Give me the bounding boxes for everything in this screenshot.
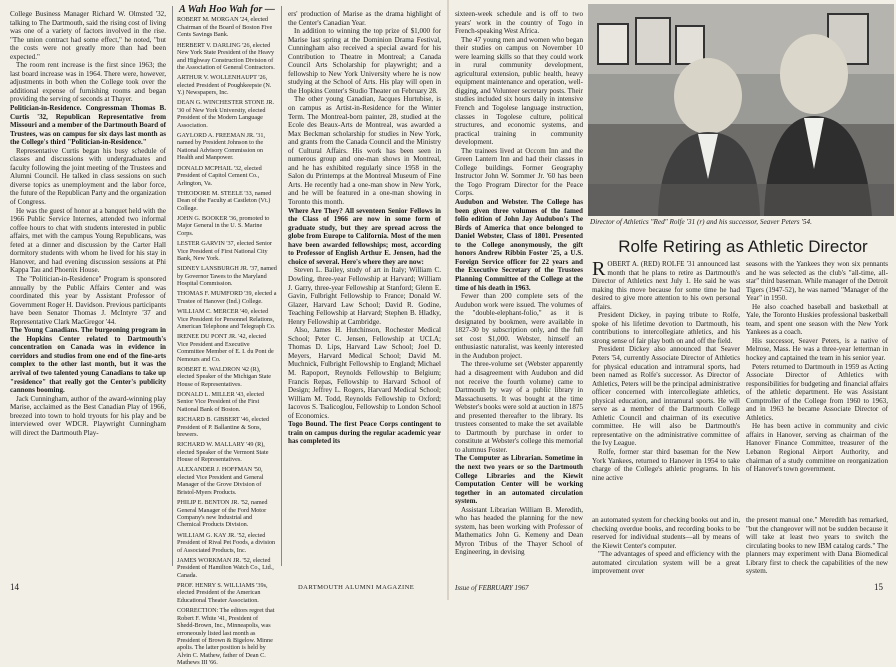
section-paragraph-togo-bound: Togo Bound. The first Peace Corps contingent to train on campus during the regular academic year has completed its bbox=[288, 420, 441, 446]
box-entry: PHILIP E. BENTON JR. '52, named General Manager of the Ford Motor Company's new Industrial and Chemical Products Division. bbox=[177, 499, 268, 529]
photo-illustration bbox=[588, 4, 894, 216]
paragraph: The "Politician-in-Residence" Program is sponsored annually by the Public Affairs Center and was coordinated this year by Assistant Professor of Government Roger H. Davidson. Previous participants have been Senator Thomas J. McIntyre '37 and Representative Clark MacGregor '44. bbox=[10, 274, 166, 326]
box-entry: JAMES WORKMAN JR. '52, elected President of Hamilton Watch Co., Ltd., Canada. bbox=[177, 556, 274, 579]
page-gutter bbox=[447, 0, 449, 600]
box-entry: ALEXANDER J. HOFFMAN '50, elected Vice President and General Manager of the Grove Division of Bristol-Myers Products. bbox=[177, 466, 264, 496]
box-entry: LESTER GARVIN '37, elected Senior Vice President of First National City Bank, New York. bbox=[177, 240, 272, 262]
footer-issue: Issue of FEBRUARY 1967 bbox=[455, 584, 529, 592]
box-entry: GAYLORD A. FREEMAN JR. '31, named by President Johnson to the National Advisory Commission on Health and Manpower. bbox=[177, 131, 266, 162]
wah-hoo-wah-box bbox=[172, 4, 282, 667]
section-paragraph-computer: The Computer as Librarian. Sometime in the next two years or so the Dartmouth College Libraries and the Kiewit Computation Center will be working together in an automated circulation system. bbox=[455, 454, 583, 506]
paragraph: President Dickey also announced that Seaver Peters '54, currently Associate Director of Athletics for physical education and intramural sports, had been named as Rolfe's successor. As Director of Athletics, Peters will be the principal administrative officer concerned with intercollegiate athletics, physical education, and intramural sports. He will serve as a member of the Dartmouth College Athletic Council and chairman of its executive committee. He will also be Dartmouth's representative on the administrative committee of the Ivy League. bbox=[592, 345, 740, 448]
paragraph: sixteen-week schedule and is off to two years' work in the country of Togo in French-speaking West Africa. bbox=[455, 10, 583, 36]
box-entry: JOHN G. BOOKER '36, promoted to Major General in the U. S. Marine Corps. bbox=[177, 214, 270, 237]
paragraph: He has been active in community and civic affairs in Hanover, serving as chairman of the Hanover Finance Committee, treasurer of the Lebanon Regional Airport Authority, and chairman of a study committee on reorganization of Hanover's town government. bbox=[746, 422, 888, 474]
paragraph: Steven L. Bailey, study of art in Italy; William C. Dowling, three-year Fellowship at Harvard; William J. Garry, three-year Fellowship at Stanford; Glenn E. Gavin, Fulbright Fellowship to France; Donald W. Glazer, Harvard Law School; David R. Godine, Teaching Fellowship at Harvard; Stephen B. Hladky, Henry Fellowship at Cambridge. bbox=[288, 266, 441, 326]
paragraph: Assistant Librarian William B. Meredith, who has headed the planning for the new system, has been working with Professor of Mathematics John G. Kemeny and Dean Myron Tribus of the Thayer School of Engineering, in devising bbox=[455, 505, 583, 557]
paragraph: "The advantages of speed and efficiency with the automated circulation system will be a great improvement over bbox=[592, 550, 740, 576]
right-page-column-1 bbox=[455, 10, 583, 557]
box-entry: DONALD MCPHAIL '32, elected President of Capitol Cement Co., Arlington, Va. bbox=[177, 164, 262, 187]
paragraph: an automated system for checking books out and in, checking overdue books, and recording books to be reserved for individual students—all by means of the Kiewit Center's computer. bbox=[592, 516, 740, 550]
section-paragraph-where-are-they: Where Are They? All seventeen Senior Fellows in the Class of 1966 are now in some form of graduate study, but they are spread across the globe from Europe to California. Most of the men have been awarded fellowships; most, according to Professor of English Arthur E. Jensen, had the choice of several. Here's where they are now: bbox=[288, 206, 441, 266]
box-entry: THEODORE M. STEELE '33, named Dean of the Faculty at Castleton (Vt.) College. bbox=[177, 189, 272, 212]
box-entry: ROBERT E. WALDRON '42 (R), elected Speaker of the Michigan State House of Representatives. bbox=[177, 365, 271, 388]
paragraph: In addition to winning the top prize of $1,000 for Marise last spring at the Dominion Drama Festival, Cunningham also received a special award for his Contribution to Theatre in Montreal; a Canada Council Arts Scholarship for playwright; and a fellowship to New York University where he is now studying at the School of Arts. His play will open in the Hopkins Center's Studio Theater on February 28. bbox=[288, 27, 441, 95]
paragraph: The other young Canadian, Jacques Hurtubise, is on campus as Artist-in-Residence for the Winter Term. The Montreal-born painter, 28, studied at the Ecole des Beaux-Arts de Montreal, was awarded a Max Beckman scholarship for studies in New York, and grants from the Canada Council and the Ministry of Cultural Affairs. His work has been seen in numerous group and one-man shows in Montreal, and he has exhibited regularly since 1958 in the Salon du Printemps at the Montreal Museum of Fine Arts. He recently had a one-man show in New York, and he will be featured in a one-man showing in Toronto this month. bbox=[288, 95, 441, 207]
paragraph: The 47 young men and women who began their studies on campus on November 10 were learning skills so that they could work in rural community development, agricultural extension, public health, heavy equipment maintenance and operation, well-digging, and Volunteer secretary posts. Their studies included six hours daily in intensive French and Togolese language instruction, classes in Togolese culture, political structures, and economic systems, and practical training in community development. bbox=[455, 35, 583, 147]
box-entry: RICHARD W. MALLARY '49 (R), elected Speaker of the Vermont State House of Representatives. bbox=[177, 441, 269, 464]
box-entry: DEAN G. WINCHESTER STONE JR. '30 of New York University, elected President of the Modern Language Association. bbox=[177, 99, 275, 129]
box-entry: WILLIAM G. KAY JR. '52, elected President of Rival Pet Foods, a division of Associated Products, Inc. bbox=[177, 531, 276, 554]
footer-magazine-name: DARTMOUTH ALUMNI MAGAZINE bbox=[298, 584, 415, 591]
box-entry: WILLIAM C. MERCER '40, elected Vice President for Personnel Relations, American Telephone and Telegraph Co. bbox=[177, 308, 276, 330]
left-page-column-3 bbox=[288, 10, 441, 566]
paragraph: Peters returned to Dartmouth in 1959 as Acting Associate Director of Athletics with responsibilities for budgeting and financial affairs of the athletic department. He was Assistant Comptroller of the College from 1960 to 1963, and in 1963 he became Associate Director of Athletics. bbox=[746, 362, 888, 422]
paragraph: Rolfe, former star third baseman for the New York Yankees, returned to Hanover in 1954 to take charge of the College's athletic programs. In his nine active bbox=[592, 448, 740, 482]
box-entries bbox=[177, 16, 277, 604]
paragraph: Jack Cunningham, author of the award-winning play Marise, acclaimed as the Best Canadian Play of 1966, breezed into town to hold tryouts for his play and be interviewed over WDCR. Playwright Cunningham will direct the Dartmouth Play- bbox=[10, 394, 166, 437]
paragraph: He was the guest of honor at a banquet held with the 1966 Public Service Internes, attended two informal coffee hours to chat with students interested in public affairs, met with the campus Young Republicans, was feted at a dinner and discussion by the Carter Hall dormitory students with whom he lived for his stay in Hanover, and had evening discussion sessions at Phi Kappa Tau and Phoenix House. bbox=[10, 206, 166, 275]
paragraph: OBERT A. (RED) ROLFE '31 announced last month that he plans to retire as Dartmouth's Director of Athletics next July 1. He said he was making this move because for some time he had desired to give more attention to his own personal affairs. bbox=[592, 260, 740, 311]
paragraph: seasons with the Yankees they won six pennants and he was selected as the club's "all-time, all-star" third baseman. While manager of the Detroit Tigers (1947-52), he was named "Manager of the Year" in 1950. bbox=[746, 260, 888, 303]
paragraph: His successor, Seaver Peters, is a native of Melrose, Mass. He was a three-year letterman in hockey and captained the team in his senior year. bbox=[746, 336, 888, 363]
box-entry: DONALD L. MILLER '43, elected Senior Vice President of the First National Bank of Boston. bbox=[177, 391, 265, 413]
paragraph: President Dickey, in paying tribute to Rolfe, spoke of his lifetime devotion to Dartmouth, his contributions to intercollegiate athletics, and his strong sense of fair play both on and off the field. bbox=[592, 311, 740, 345]
right-page-column-2 bbox=[592, 260, 740, 557]
box-entry: SIDNEY LANSBURGH JR. '37, named by Governor Tawes to the Maryland Hospital Commission. bbox=[177, 265, 277, 288]
drop-cap: R bbox=[592, 258, 606, 280]
computer-continued-1 bbox=[592, 516, 740, 576]
right-page-column-3 bbox=[746, 260, 888, 557]
left-page-number: 14 bbox=[10, 582, 19, 592]
box-entry: HERBERT V. DARLING '26, elected New York State President of the Heavy and Highway Construction Division of the Association of General Contractors. bbox=[177, 41, 275, 71]
section-paragraph-young-canadians: The Young Canadians. The burgeoning program in the Hopkins Center related to Dartmouth's concentration on Canada was in evidence in corridors and studios from one end of the fine-arts complex to the other last month, but it was the arrival of two talented young Canadians to take up "residence" that really got the Center's publicity cannons booming. bbox=[10, 326, 166, 395]
paragraph: The trainees lived at Occom Inn and the Green Lantern Inn and had their classes in College buildings. Former Geography Instructor John W. Sommer Jr. '60 has been the Togo Program Director for the Peace Corps. bbox=[455, 146, 583, 198]
article-headline: Rolfe Retiring as Athletic Director bbox=[618, 237, 868, 256]
box-entry: PROF. HENRY S. WILLIAMS '39s, elected President of the American Educational Theater Association. bbox=[177, 582, 268, 604]
paragraph: He also coached baseball and basketball at Yale, the Toronto Huskies professional basketball team, and spent one season with the New York Yankees as a coach. bbox=[746, 302, 888, 337]
box-title: A Wah Hoo Wah for — bbox=[179, 4, 275, 15]
paragraph: the present manual one." Meredith has remarked, "but the changeover will not be sudden because it will take at least two years to switch the circulating books to new IBM catalog cards." The planners may experiment with Dana Biomedical Library first to check the capabilities of the new system. bbox=[746, 516, 888, 576]
box-entry: ARTHUR V. WOLLENHAUPT '26, elected President of Poughkeepsie (N. Y.) Newspapers, Inc. bbox=[177, 74, 272, 97]
computer-continued-2 bbox=[746, 516, 888, 576]
paragraph: The three-volume set (Webster apparently had a disagreement with Audubon and did not receive the fourth volume) came to Dartmouth by way of a public library in Massachusetts. It was bought at the time Webster's books were sold at auction in 1875 and presented thereafter to the library. Its trustees consented to make the set available to Dartmouth by purchase in order to constitute at Webster's college this memorial to alumnus Foster. bbox=[455, 360, 583, 454]
paragraph: ers' production of Marise as the drama highlight of the Center's Canadian Year. bbox=[288, 10, 441, 27]
left-page-column-1 bbox=[10, 10, 166, 566]
paragraph: Also, James H. Hutchinson, Rochester Medical School; Peter C. Jensen, Fellowship at UCLA; Thomas D. Lips, Harvard Law School; Joel D. Meyers, Harvard Medical School; David M. Muchnick, Fulbright Fellowship to England; Michael M. Rapoport, Reynolds Fellowship to Belgium; Francis Repas, Fellowship to Harvard School of Design; Jeffrey L. Rogers, Harvard Medical School; William M. Todd, Reynolds Fellowship to Oxford; Iacovos S. Tsalicoglou, Fellowship to London School of Economics. bbox=[288, 326, 441, 420]
section-paragraph-politician: Politician-in-Residence. Congressman Thomas B. Curtis '32, Republican Representative from Missouri and a member of the Dartmouth Board of Trustees, was on campus for six days last month as the College's third "Politician-in-Residence." bbox=[10, 104, 166, 147]
paragraph: Representative Curtis began his busy schedule of classes and discussions with undergraduates and faculty following the joint meeting of the Trustees and Alumni Council. He talked in class sessions on such diverse topics as unemployment and the labor force, the future of the Republican Party and the organization of Congress. bbox=[10, 146, 166, 207]
box-entry: THOMAS F. MUMFORD '39, elected a Trustee of Hanover (Ind.) College. bbox=[177, 290, 277, 305]
rolfe-peters-photo bbox=[588, 4, 894, 216]
box-entry: ROBERT M. MORGAN '24, elected Chairman of the Board of Boston Five Cents Savings Bank. bbox=[177, 16, 273, 39]
photo-caption: Director of Athletics "Red" Rolfe '31 (r) and his successor, Seaver Peters '54. bbox=[590, 218, 812, 226]
box-correction: CORRECTION: The editors regret that Robert F. White '41, President of Shedd-Brown, Inc., Minneapolis, was erroneously listed last month as President of Brown & Bigelow. Minne apolis. The latter position is held by Alvin C. Mathew, father of Dean C. Mathews III '66. bbox=[177, 607, 275, 667]
box-entry: RICHARD B. GIBBERT '46, elected President of P. Ballantine & Sons, brewers. bbox=[177, 416, 270, 439]
paragraph: College Business Manager Richard W. Olmsted '32, talking to The Dartmouth, said the rising cost of living was one of a variety of factors involved in the rise. "The union contract had some effect," he noted, "but the costs were not greatly more than had been expected." bbox=[10, 10, 166, 61]
paragraph: The room rent increase is the first since 1963; the last board increase was in 1964. There were, however, adjustments in both when the College took over the additional expense of furnishing rooms and began providing the serving of seconds at Thayer. bbox=[10, 61, 166, 104]
paragraph: Fewer than 200 complete sets of the Audubon work were issued. The volumes of the "double-elephant-folio," as it is designated by bookmen, were available in 1827-30 by subscription only, and the full set cost $1,000. Webster, himself an enthusiastic naturalist, was keenly interested in the Audubon project. bbox=[455, 292, 583, 360]
right-page-number: 15 bbox=[874, 582, 883, 592]
section-paragraph-audubon: Audubon and Webster. The College has been given three volumes of the famed folio edition of John Jay Audubon's The Birds of America that once belonged to Daniel Webster, Class of 1801. Presented to the College anonymously, the gift honors Andrew Ribbin Foster '25, a U.S. Foreign Service officer for 22 years and the Executive Secretary of the Trustees Planning Committee of the College at the time of his death in 1963. bbox=[455, 198, 583, 292]
box-entry: IRENEE DU PONT JR. '42, elected Vice President and Executive Committee Member of E. I. du Pont de Nemours and Co. bbox=[177, 333, 274, 363]
